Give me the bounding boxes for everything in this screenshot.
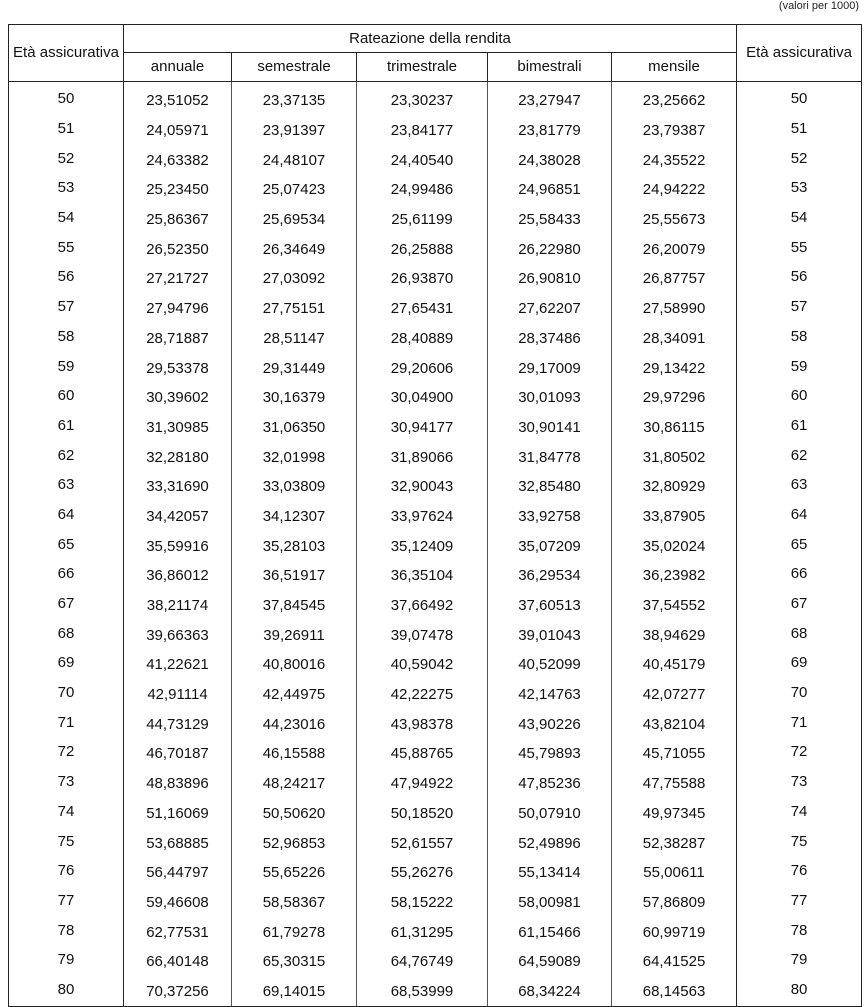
cell-value: 46,15588 [232,739,357,769]
cell-eta: 50 [9,82,124,116]
col-header-bimestrali: bimestrali [488,53,612,82]
table-row [9,145,862,175]
table-row [9,680,862,710]
cell-value: 39,66363 [146,626,209,644]
cell-value: 58,00981 [488,888,612,918]
cell-eta: 66 [737,561,862,591]
cell-eta: 64 [737,502,862,532]
cell-value: 27,58990 [612,294,737,324]
table-row [9,442,862,472]
cell-value: 37,84545 [232,591,357,621]
cell-eta: 53 [9,175,124,205]
cell-eta: 52 [737,145,862,175]
cell-eta: 72 [737,739,862,769]
cell-eta: 72 [9,739,124,769]
cell-eta: 51 [737,116,862,146]
cell-value: 57,86809 [612,888,737,918]
cell-value: 28,40889 [357,324,488,354]
cell-value: 35,02024 [612,531,737,561]
cell-eta: 51 [9,116,124,146]
cell-value: 68,14563 [612,977,737,1007]
table-row [9,353,862,383]
cell-value: 41,22621 [146,656,209,674]
cell-eta: 63 [9,472,124,502]
cell-eta: 67 [9,591,124,621]
cell-value: 70,37256 [124,977,232,1007]
cell-value: 61,31295 [357,917,488,947]
cell-eta: 53 [737,175,862,205]
cell-eta: 59 [737,353,862,383]
cell-eta: 74 [9,799,124,829]
cell-value: 30,94177 [357,413,488,443]
cell-value: 23,30237 [357,82,488,116]
cell-value: 61,79278 [232,917,357,947]
cell-value: 30,04900 [357,383,488,413]
cell-eta: 78 [9,917,124,947]
table-row [9,769,862,799]
cell-value: 24,40540 [357,145,488,175]
cell-eta: 78 [737,917,862,947]
table-row [9,175,862,205]
cell-eta: 52 [9,145,124,175]
cell-value: 26,90810 [488,264,612,294]
cell-value: 27,65431 [357,294,488,324]
header-rateazione: Rateazione della rendita [124,25,737,53]
cell-value: 24,99486 [357,175,488,205]
cell-value: 30,01093 [488,383,612,413]
cell-value: 28,51147 [232,324,357,354]
cell-eta: 57 [737,294,862,324]
cell-eta: 71 [9,709,124,739]
cell-value: 23,81779 [488,116,612,146]
cell-value: 43,90226 [488,709,612,739]
table-row [9,264,862,294]
cell-value: 60,99719 [612,917,737,947]
cell-value: 65,30315 [232,947,357,977]
table-row [9,116,862,146]
cell-value: 35,59916 [146,537,209,555]
cell-value: 39,26911 [232,620,357,650]
cell-value: 33,92758 [488,502,612,532]
cell-eta: 60 [9,383,124,413]
cell-eta: 79 [9,947,124,977]
cell-eta: 62 [9,442,124,472]
cell-value: 42,22275 [357,680,488,710]
cell-value: 31,06350 [232,413,357,443]
cell-value: 26,20079 [612,234,737,264]
cell-value: 24,35522 [612,145,737,175]
cell-value: 26,34649 [232,234,357,264]
cell-value: 55,65226 [232,858,357,888]
cell-value: 31,84778 [488,442,612,472]
cell-eta: 62 [737,442,862,472]
col-header-trimestrale: trimestrale [357,53,488,82]
table-body [9,82,862,1007]
cell-value: 30,90141 [488,413,612,443]
cell-value: 25,69534 [232,205,357,235]
cell-value: 26,87757 [612,264,737,294]
table-row [9,531,862,561]
cell-eta: 75 [9,828,124,858]
cell-value: 40,52099 [488,650,612,680]
cell-eta: 54 [737,205,862,235]
table-row [9,620,862,650]
cell-value: 36,86012 [146,567,209,585]
table-row [9,799,862,829]
cell-value: 26,22980 [488,234,612,264]
cell-value: 26,25888 [357,234,488,264]
cell-eta: 64 [9,502,124,532]
cell-eta: 69 [9,650,124,680]
cell-eta: 70 [9,680,124,710]
cell-value: 39,07478 [357,620,488,650]
cell-value: 47,75588 [612,769,737,799]
cell-value: 35,12409 [357,531,488,561]
cell-value: 29,17009 [488,353,612,383]
cell-eta: 56 [9,264,124,294]
cell-value: 39,01043 [488,620,612,650]
cell-eta: 57 [9,294,124,324]
cell-value: 61,15466 [488,917,612,947]
cell-value: 68,34224 [488,977,612,1007]
cell-value: 45,79893 [488,739,612,769]
cell-eta: 50 [737,82,862,116]
cell-value: 28,71887 [146,329,209,347]
table-row [9,709,862,739]
cell-value: 37,66492 [357,591,488,621]
table-row [9,917,862,947]
cell-eta: 63 [737,472,862,502]
cell-eta: 69 [737,650,862,680]
cell-value: 42,91114 [147,686,208,704]
cell-value: 69,14015 [232,977,357,1007]
table-row [9,383,862,413]
cell-value: 47,94922 [357,769,488,799]
cell-value: 23,51052 [146,92,209,110]
table-row [9,888,862,918]
cell-value: 24,05971 [146,122,209,140]
cell-value: 29,53378 [146,359,209,377]
cell-value: 45,71055 [612,739,737,769]
cell-value: 37,54552 [612,591,737,621]
cell-value: 35,07209 [488,531,612,561]
col-header-mensile: mensile [612,53,737,82]
cell-value: 32,90043 [357,472,488,502]
cell-value: 23,27947 [488,82,612,116]
table-row [9,324,862,354]
col-header-annuale: annuale [124,53,232,82]
cell-value: 64,41525 [612,947,737,977]
table-row [9,561,862,591]
cell-value: 55,13414 [488,858,612,888]
cell-value: 27,94796 [146,300,209,318]
cell-value: 40,80016 [232,650,357,680]
cell-eta: 55 [737,234,862,264]
cell-value: 50,50620 [232,799,357,829]
cell-value: 42,14763 [488,680,612,710]
cell-value: 49,97345 [612,799,737,829]
cell-eta: 61 [737,413,862,443]
cell-value: 33,31690 [146,478,209,496]
cell-value: 34,12307 [232,502,357,532]
table-row [9,977,862,1007]
cell-value: 68,53999 [357,977,488,1007]
cell-eta: 76 [737,858,862,888]
cell-eta: 60 [737,383,862,413]
cell-value: 23,79387 [612,116,737,146]
cell-value: 66,40148 [146,953,209,971]
cell-eta: 61 [9,413,124,443]
cell-eta: 73 [9,769,124,799]
cell-value: 62,77531 [146,923,209,941]
table-row [9,828,862,858]
cell-value: 44,73129 [146,715,209,733]
table-row [9,858,862,888]
cell-value: 48,83896 [146,775,209,793]
cell-value: 38,21174 [146,597,209,615]
cell-eta: 77 [737,888,862,918]
cell-value: 42,07277 [612,680,737,710]
annuity-rate-table [8,24,862,1007]
table-row [9,82,862,116]
cell-value: 30,16379 [232,383,357,413]
cell-value: 33,03809 [232,472,357,502]
table-row [9,472,862,502]
header-eta-left: Età assicurativa [9,25,124,82]
cell-value: 35,28103 [232,531,357,561]
cell-value: 31,89066 [357,442,488,472]
cell-value: 36,29534 [488,561,612,591]
cell-eta: 66 [9,561,124,591]
cell-value: 40,45179 [612,650,737,680]
cell-value: 30,86115 [612,413,737,443]
cell-value: 55,00611 [612,858,737,888]
cell-value: 32,28180 [146,448,209,466]
table-row [9,739,862,769]
cell-value: 31,30985 [146,418,209,436]
cell-eta: 56 [737,264,862,294]
cell-value: 31,80502 [612,442,737,472]
cell-value: 25,61199 [357,205,488,235]
table-row [9,413,862,443]
cell-eta: 68 [737,620,862,650]
cell-eta: 65 [737,531,862,561]
cell-value: 23,25662 [612,82,737,116]
cell-eta: 80 [9,977,124,1007]
cell-value: 30,39602 [146,389,209,407]
table-row [9,947,862,977]
cell-value: 59,46608 [146,893,209,911]
cell-eta: 55 [9,234,124,264]
cell-eta: 73 [737,769,862,799]
cell-value: 27,75151 [232,294,357,324]
cell-value: 55,26276 [357,858,488,888]
cell-value: 64,76749 [357,947,488,977]
cell-value: 28,37486 [488,324,612,354]
cell-eta: 65 [9,531,124,561]
cell-value: 64,59089 [488,947,612,977]
table-row [9,234,862,264]
cell-value: 27,21727 [146,270,209,288]
cell-value: 32,80929 [612,472,737,502]
table-row [9,591,862,621]
cell-value: 33,97624 [357,502,488,532]
cell-eta: 80 [737,977,862,1007]
cell-value: 26,93870 [357,264,488,294]
cell-value: 52,61557 [357,828,488,858]
cell-eta: 76 [9,858,124,888]
cell-value: 23,84177 [357,116,488,146]
cell-eta: 79 [737,947,862,977]
cell-value: 24,38028 [488,145,612,175]
cell-value: 33,87905 [612,502,737,532]
cell-value: 36,23982 [612,561,737,591]
cell-value: 34,42057 [146,507,209,525]
cell-value: 24,96851 [488,175,612,205]
cell-value: 43,98378 [357,709,488,739]
cell-value: 48,24217 [232,769,357,799]
cell-value: 52,96853 [232,828,357,858]
table-row [9,650,862,680]
table-row [9,205,862,235]
header-eta-right: Età assicurativa [737,25,862,82]
cell-value: 29,97296 [612,383,737,413]
cell-value: 36,51917 [232,561,357,591]
cell-eta: 67 [737,591,862,621]
cell-eta: 59 [9,353,124,383]
cell-value: 58,58367 [232,888,357,918]
cell-value: 25,55673 [612,205,737,235]
cell-eta: 68 [9,620,124,650]
cell-value: 40,59042 [357,650,488,680]
cell-value: 29,31449 [232,353,357,383]
cell-value: 43,82104 [612,709,737,739]
cell-value: 26,52350 [146,240,209,258]
cell-value: 24,63382 [146,151,209,169]
cell-eta: 74 [737,799,862,829]
cell-value: 27,03092 [232,264,357,294]
cell-value: 51,16069 [146,804,209,822]
cell-value: 53,68885 [146,834,209,852]
cell-eta: 58 [9,324,124,354]
cell-eta: 70 [737,680,862,710]
cell-value: 25,86367 [146,211,209,229]
col-header-semestrale: semestrale [232,53,357,82]
cell-value: 44,23016 [232,709,357,739]
table-row [9,502,862,532]
cell-value: 23,91397 [232,116,357,146]
cell-value: 46,70187 [146,745,209,763]
cell-eta: 58 [737,324,862,354]
cell-value: 24,94222 [612,175,737,205]
cell-value: 47,85236 [488,769,612,799]
cell-value: 52,49896 [488,828,612,858]
table-row [9,294,862,324]
cell-value: 50,07910 [488,799,612,829]
cell-value: 28,34091 [612,324,737,354]
cell-value: 27,62207 [488,294,612,324]
cell-value: 23,37135 [232,82,357,116]
cell-eta: 75 [737,828,862,858]
cell-value: 25,23450 [146,181,209,199]
cell-value: 36,35104 [357,561,488,591]
units-note: (valori per 1000) [778,0,859,12]
cell-value: 45,88765 [357,739,488,769]
cell-value: 24,48107 [232,145,357,175]
cell-value: 25,07423 [232,175,357,205]
cell-value: 58,15222 [357,888,488,918]
cell-value: 52,38287 [612,828,737,858]
cell-value: 37,60513 [488,591,612,621]
cell-value: 50,18520 [357,799,488,829]
cell-eta: 54 [9,205,124,235]
cell-value: 38,94629 [612,620,737,650]
cell-value: 25,58433 [488,205,612,235]
cell-value: 29,20606 [357,353,488,383]
cell-eta: 71 [737,709,862,739]
cell-value: 42,44975 [232,680,357,710]
cell-value: 32,85480 [488,472,612,502]
cell-value: 29,13422 [612,353,737,383]
cell-eta: 77 [9,888,124,918]
cell-value: 32,01998 [232,442,357,472]
cell-value: 56,44797 [146,864,209,882]
